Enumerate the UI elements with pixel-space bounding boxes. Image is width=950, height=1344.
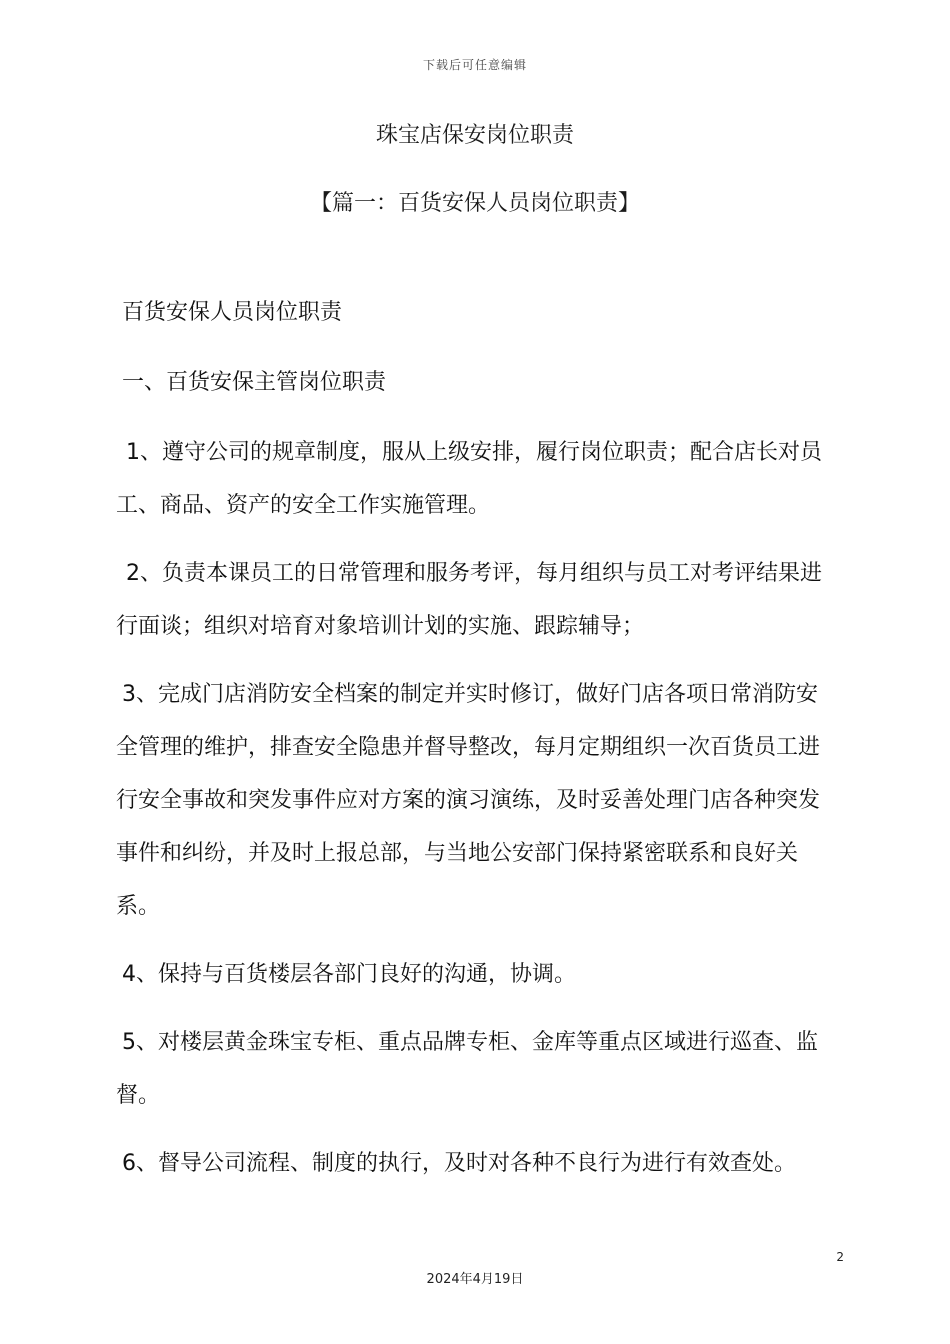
duty-item-6: 6、督导公司流程、制度的执行，及时对各种不良行为进行有效查处。 xyxy=(122,1151,796,1176)
duty-item-2: 2、负责本课员工的日常管理和服务考评，每月组织与员工对考评结果进行面谈；组织对培育对象培训计划的实施、跟踪辅导； xyxy=(116,561,822,639)
duty-item-1: 1、遵守公司的规章制度，服从上级安排，履行岗位职责；配合店长对员工、商品、资产的安全工作实施管理。 xyxy=(116,440,822,518)
subtitle: 百货安保人员岗位职责 xyxy=(122,300,343,325)
duty-item-3: 3、完成门店消防安全档案的制定并实时修订，做好门店各项日常消防安全管理的维护，排查安全隐患并督导整改，每月定期组织一次百货员工进行安全事故和突发事件应对方案的演习演练，及时妥善处理门店各种突发事件和纠纷，并及时上报总部，与当地公安部门保持紧密联系和良好关系。 xyxy=(116,682,821,919)
document-body xyxy=(116,286,838,1205)
duty-item-4: 4、保持与百货楼层各部门良好的沟通，协调。 xyxy=(122,962,576,987)
section-title: 【篇一：百货安保人员岗位职责】 xyxy=(309,191,640,216)
footer-date: 2024年4月19日 xyxy=(426,1272,524,1287)
document-title: 珠宝店保安岗位职责 xyxy=(375,123,574,148)
page-number: 2 xyxy=(836,1250,844,1264)
heading-supervisor-duties: 一、百货安保主管岗位职责 xyxy=(122,370,387,395)
duty-item-5: 5、对楼层黄金珠宝专柜、重点品牌专柜、金库等重点区域进行巡查、监督。 xyxy=(116,1030,818,1108)
header-note: 下载后可任意编辑 xyxy=(422,58,527,72)
